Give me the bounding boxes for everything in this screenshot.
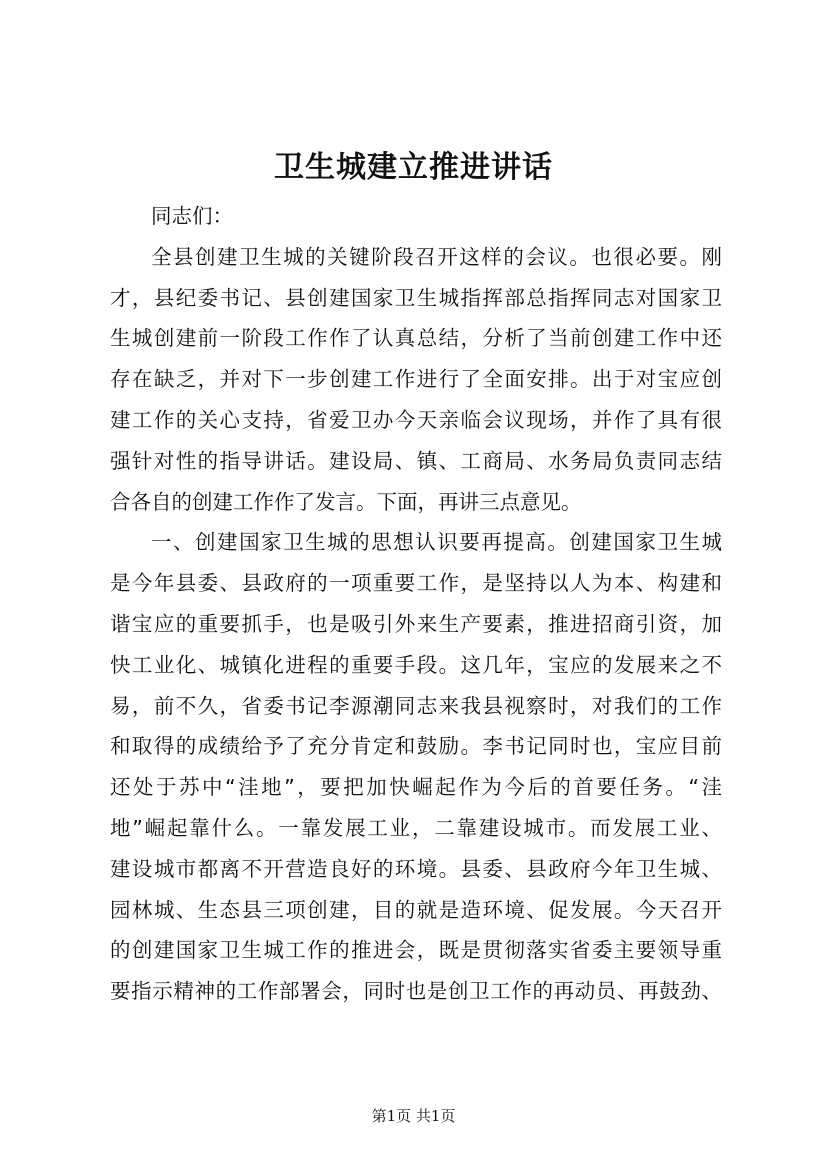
paragraph-line: 还处于苏中“洼地”，要把加快崛起作为今后的首要任务。“洼 bbox=[110, 775, 722, 800]
paragraph-line: 园林城、生态县三项创建，目的就是造环境、促发展。今天召开 bbox=[110, 897, 722, 922]
paragraph-line: 才，县纪委书记、县创建国家卫生城指挥部总指挥同志对国家卫 bbox=[110, 285, 722, 310]
paragraph-line: 的创建国家卫生城工作的推进会，既是贯彻落实省委主要领导重 bbox=[110, 938, 722, 963]
paragraph-line: 建工作的关心支持，省爱卫办今天亲临会议现场，并作了具有很 bbox=[110, 407, 722, 432]
paragraph-line: 是今年县委、县政府的一项重要工作，是坚持以人为本、构建和 bbox=[110, 571, 722, 596]
paragraph-line: 建设城市都离不开营造良好的环境。县委、县政府今年卫生城、 bbox=[110, 856, 722, 881]
paragraph-line: 谐宝应的重要抓手，也是吸引外来生产要素，推进招商引资，加 bbox=[110, 611, 722, 636]
paragraph-line: 合各自的创建工作作了发言。下面，再讲三点意见。 bbox=[110, 489, 582, 514]
paragraph-line: 地”崛起靠什么。一靠发展工业，二靠建设城市。而发展工业、 bbox=[110, 815, 722, 840]
page-number-footer: 第1页 共1页 bbox=[371, 1107, 456, 1125]
paragraph-line: 强针对性的指导讲话。建设局、镇、工商局、水务局负责同志结 bbox=[110, 448, 722, 473]
paragraph-line: 快工业化、城镇化进程的重要手段。这几年，宝应的发展来之不 bbox=[110, 652, 722, 677]
paragraph-line: 一、创建国家卫生城的思想认识要再提高。创建国家卫生城 bbox=[151, 530, 722, 555]
document-body bbox=[110, 196, 722, 1012]
paragraph-line: 和取得的成绩给予了充分肯定和鼓励。李书记同时也，宝应目前 bbox=[110, 734, 722, 759]
paragraph-line: 全县创建卫生城的关键阶段召开这样的会议。也很必要。刚 bbox=[151, 244, 722, 269]
paragraph-line: 生城创建前一阶段工作作了认真总结，分析了当前创建工作中还 bbox=[110, 326, 722, 351]
paragraph-line: 易，前不久，省委书记李源潮同志来我县视察时，对我们的工作 bbox=[110, 693, 722, 718]
document-title: 卫生城建立推进讲话 bbox=[274, 150, 553, 185]
salutation: 同志们： bbox=[151, 204, 233, 228]
paragraph-line: 要指示精神的工作部署会，同时也是创卫工作的再动员、再鼓劲、 bbox=[110, 979, 722, 1004]
paragraph-line: 存在缺乏，并对下一步创建工作进行了全面安排。出于对宝应创 bbox=[110, 367, 722, 392]
